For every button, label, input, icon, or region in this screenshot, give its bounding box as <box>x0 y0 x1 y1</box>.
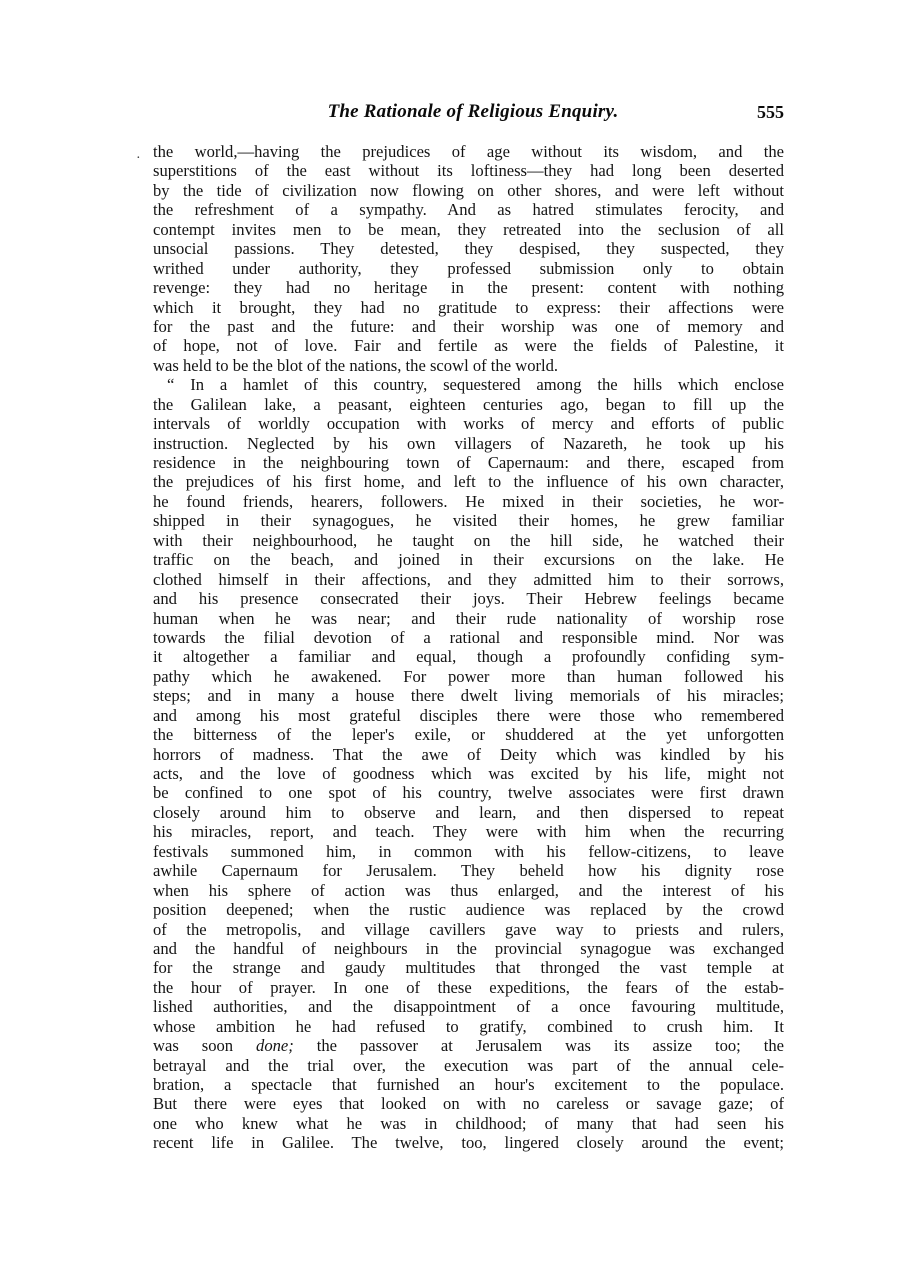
text-line: and the handful of neighbours in the provincial synagogue was exchanged <box>153 938 784 958</box>
text-line: for the strange and gaudy multitudes that thronged the vast temple at <box>153 958 784 978</box>
text-line: unsocial passions. They detested, they despised, they suspected, they <box>153 239 784 259</box>
text-line: acts, and the love of goodness which was excited by his life, might not <box>153 764 784 783</box>
text-line: it altogether a familiar and equal, though a profoundly confiding sym- <box>153 647 784 667</box>
text-line: with their neighbourhood, he taught on the hill side, he watched their <box>153 530 784 550</box>
text-line: human when he was near; and their rude nationality of worship rose <box>153 608 784 628</box>
text-line: festivals summoned him, in common with his fellow-citizens, to leave <box>153 841 784 861</box>
text-line: steps; and in many a house there dwelt living memorials of his miracles; <box>153 686 784 706</box>
text-line: he found friends, hearers, followers. He mixed in their societies, he wor- <box>153 491 784 511</box>
text-line: clothed himself in their affections, and they admitted him to their sorrows, <box>153 569 784 589</box>
text-line: closely around him to observe and learn, and then dispersed to repeat <box>153 802 784 822</box>
text-line: the Galilean lake, a peasant, eighteen centuries ago, began to fill up the <box>153 394 784 414</box>
text-line: revenge: they had no heritage in the present: content with nothing <box>153 278 784 298</box>
text-line: betrayal and the trial over, the execution was part of the annual cele- <box>153 1055 784 1075</box>
text-line: by the tide of civilization now flowing on other shores, and were left without <box>153 180 784 200</box>
text-line: But there were eyes that looked on with no careless or savage gaze; of <box>153 1094 784 1114</box>
running-title: The Rationale of Religious Enquiry. <box>327 101 619 122</box>
text-line: for the past and the future: and their worship was one of memory and <box>153 316 784 336</box>
text-line: superstitions of the east without its loftiness—they had long been deserted <box>153 161 784 181</box>
text-line: the world,—having the prejudices of age without its wisdom, and the <box>153 142 784 161</box>
running-header <box>153 101 833 125</box>
body-text <box>153 142 784 1153</box>
text-line: writhed under authority, they professed submission only to obtain <box>153 258 784 278</box>
text-line: lished authorities, and the disappointment of a once favouring multitude, <box>153 997 784 1017</box>
text-line: intervals of worldly occupation with works of mercy and efforts of public <box>153 414 784 434</box>
text-line: “ In a hamlet of this country, sequestered among the hills which enclose <box>167 375 784 395</box>
text-line: bration, a spectacle that furnished an hour's excitement to the populace. <box>153 1075 784 1094</box>
text-line: position deepened; when the rustic audience was replaced by the crowd <box>153 900 784 920</box>
margin-mark: · <box>136 151 141 166</box>
italic-word: done; <box>256 1036 294 1056</box>
text-line: was held to be the blot of the nations, the scowl of the world. <box>153 355 559 375</box>
paragraph-1 <box>153 142 784 375</box>
text-line: was soon done; the passover at Jerusalem was its assize too; the <box>153 1036 784 1056</box>
text-line: the refreshment of a sympathy. And as hatred stimulates ferocity, and <box>153 200 784 220</box>
text-line: traffic on the beach, and joined in their excursions on the lake. He <box>153 550 784 570</box>
page-number: 555 <box>757 102 784 122</box>
text-line: and among his most grateful disciples there were those who remembered <box>153 705 784 725</box>
text-line: awhile Capernaum for Jerusalem. They beheld how his dignity rose <box>153 861 784 881</box>
text-line: contempt invites men to be mean, they retreated into the seclusion of all <box>153 219 784 239</box>
text-line: instruction. Neglected by his own villagers of Nazareth, he took up his <box>153 433 784 453</box>
paragraph-2 <box>153 375 784 1153</box>
text-line: of hope, not of love. Fair and fertile as were the fields of Palestine, it <box>153 336 784 356</box>
text-line: when his sphere of action was thus enlarged, and the interest of his <box>153 880 784 900</box>
text-line: whose ambition he had refused to gratify, combined to crush him. It <box>153 1016 784 1036</box>
text-line: one who knew what he was in childhood; of many that had seen his <box>153 1113 784 1133</box>
text-line: horrors of madness. That the awe of Deity which was kindled by his <box>153 744 784 764</box>
text-line: the prejudices of his first home, and left to the influence of his own character, <box>153 472 784 492</box>
text-line: towards the filial devotion of a rational and responsible mind. Nor was <box>153 627 784 647</box>
text-line: the bitterness of the leper's exile, or shuddered at the yet unforgotten <box>153 725 784 745</box>
text-line: and his presence consecrated their joys. Their Hebrew feelings became <box>153 589 784 609</box>
text-line: pathy which he awakened. For power more than human followed his <box>153 666 784 686</box>
text-line: residence in the neighbouring town of Capernaum: and there, escaped from <box>153 453 784 472</box>
text-line: of the metropolis, and village cavillers gave way to priests and rulers, <box>153 919 784 939</box>
text-line: shipped in their synagogues, he visited their homes, he grew familiar <box>153 511 784 531</box>
text-line: the hour of prayer. In one of these expeditions, the fears of the estab- <box>153 977 784 997</box>
text-line: which it brought, they had no gratitude to express: their affections were <box>153 297 784 317</box>
text-line: recent life in Galilee. The twelve, too, lingered closely around the event; <box>153 1133 784 1153</box>
text-line: his miracles, report, and teach. They were with him when the recurring <box>153 822 784 842</box>
text-line: be confined to one spot of his country, twelve associates were first drawn <box>153 783 784 803</box>
